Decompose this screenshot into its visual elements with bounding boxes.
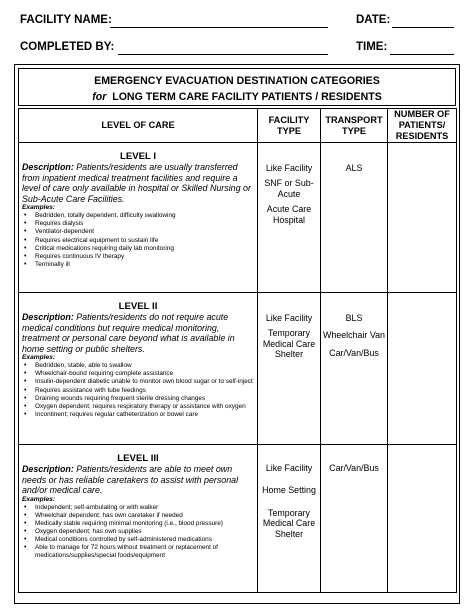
facility-option: SNF or Sub-Acute [264, 178, 314, 199]
date-label: DATE: [356, 14, 391, 26]
number-of-patients-cell[interactable] [388, 445, 457, 593]
transport-type-cell [321, 293, 388, 445]
header-row-facility [20, 14, 458, 28]
form-subtitle [19, 91, 455, 103]
list-item: • Requires continuous IV therapy [35, 253, 253, 261]
level-cell [19, 445, 258, 593]
facility-type-cell [258, 445, 321, 593]
facility-type-cell [258, 143, 321, 293]
examples-list [19, 504, 257, 560]
level-description: Description: Patients/residents are able to meet own needs or has reliable caretakers to assist with personal and/or medical care. [22, 464, 239, 496]
number-of-patients-cell[interactable] [388, 143, 457, 293]
transport-option: BLS [345, 313, 363, 323]
time-field[interactable] [390, 54, 454, 55]
facility-type-cell [258, 293, 321, 445]
levels-table [18, 108, 457, 593]
form-title: EMERGENCY EVACUATION DESTINATION CATEGORIES [94, 75, 380, 87]
time-label: TIME: [356, 41, 388, 53]
examples-label: Examples: [22, 354, 55, 362]
transport-option: ALS [345, 163, 363, 173]
list-item: • Terminally ill [35, 261, 253, 269]
form-title-box [18, 68, 456, 106]
transport-option: Car/Van/Bus [329, 463, 379, 473]
col-facility-type: FACILITY TYPE [258, 109, 321, 143]
level-title: LEVEL II [118, 301, 158, 312]
facility-name-label: FACILITY NAME: [20, 14, 112, 26]
facility-option: Acute Care Hospital [266, 204, 312, 225]
col-transport-type: TRANSPORT TYPE [321, 109, 388, 143]
table-header-row [19, 109, 457, 143]
list-item: • Incontinent; requires regular catheterization or bowel care [35, 411, 253, 419]
level-title: LEVEL I [119, 151, 157, 162]
completed-by-field[interactable] [118, 54, 328, 55]
level-title: LEVEL III [117, 453, 159, 464]
transport-type-cell [321, 143, 388, 293]
transport-option: Car/Van/Bus [329, 347, 379, 358]
table-row [19, 445, 457, 593]
date-field[interactable] [392, 27, 454, 28]
facility-option: Temporary Medical Care Shelter [262, 328, 316, 360]
list-item: • Ventilator-dependent [35, 228, 253, 236]
list-item: • Requires dialysis [35, 220, 253, 228]
facility-option: Temporary Medical Care Shelter [262, 507, 316, 539]
level-cell [19, 293, 258, 445]
table-row [19, 293, 457, 445]
col-level-of-care: LEVEL OF CARE [19, 109, 258, 143]
list-item: • Medical conditions controlled by self-administered medications [35, 536, 253, 544]
list-item: • Wheelchair-bound requiring complete assistance [35, 370, 253, 378]
facility-name-field[interactable] [110, 27, 328, 28]
facility-option: Like Facility [265, 313, 313, 323]
list-item: • Medically stable requiring minimal monitoring (i.e., blood pressure) [35, 520, 253, 528]
list-item: • Oxygen dependent; requires respiratory therapy or assistance with oxygen [35, 403, 253, 411]
level-description: Description: Patients/residents do not require acute medical conditions but require medical monitoring, treatment or personal care beyond what is available in home setting or public shelters. [22, 312, 235, 354]
completed-by-label: COMPLETED BY: [20, 41, 115, 53]
list-item: • Draining wounds requiring frequent sterile dressing changes [35, 395, 253, 403]
examples-list [19, 362, 257, 418]
transport-option: Wheelchair Van [323, 330, 385, 341]
list-item: • Wheelchair dependent; has own caretaker if needed [35, 512, 253, 520]
list-item: • Bedridden, totally dependent, difficulty swallowing [35, 212, 253, 220]
header-row-completed [20, 41, 458, 55]
list-item: • Bedridden, stable, able to swallow [35, 362, 253, 370]
col-number-of-patients: NUMBER OF PATIENTS/ RESIDENTS [388, 109, 457, 143]
subtitle-prefix: for [92, 91, 107, 103]
list-item: • Insulin-dependent diabetic unable to monitor own blood sugar or to self-inject [35, 378, 253, 386]
facility-option: Like Facility [265, 163, 313, 173]
level-description: Description: Patients/residents are usually transferred from inpatient medical treatment facilities and require a level of care only available in hospital or Skilled Nursing or Sub-Acute Care Facilities. [22, 162, 251, 204]
table-row [19, 143, 457, 293]
subtitle-text: LONG TERM CARE FACILITY PATIENTS / RESIDENTS [112, 91, 382, 103]
facility-option: Home Setting [262, 485, 316, 496]
examples-label: Examples: [22, 495, 55, 503]
examples-label: Examples: [22, 204, 55, 212]
list-item: • Independent; self-ambulating or with walker [35, 504, 253, 512]
transport-type-cell [321, 445, 388, 593]
level-cell [19, 143, 258, 293]
examples-list [19, 212, 257, 268]
list-item: • Requires electrical equipment to sustain life [35, 237, 253, 245]
list-item: • Requires assistance with tube feedings [35, 387, 253, 395]
number-of-patients-cell[interactable] [388, 293, 457, 445]
list-item: • Critical medications requiring daily lab monitoring [35, 245, 253, 253]
list-item: • Able to manage for 72 hours without treatment or replacement of medications/supplies/special foods/equipment [35, 544, 253, 560]
list-item: • Oxygen dependent; has own supplies [35, 528, 253, 536]
facility-option: Like Facility [265, 463, 313, 473]
